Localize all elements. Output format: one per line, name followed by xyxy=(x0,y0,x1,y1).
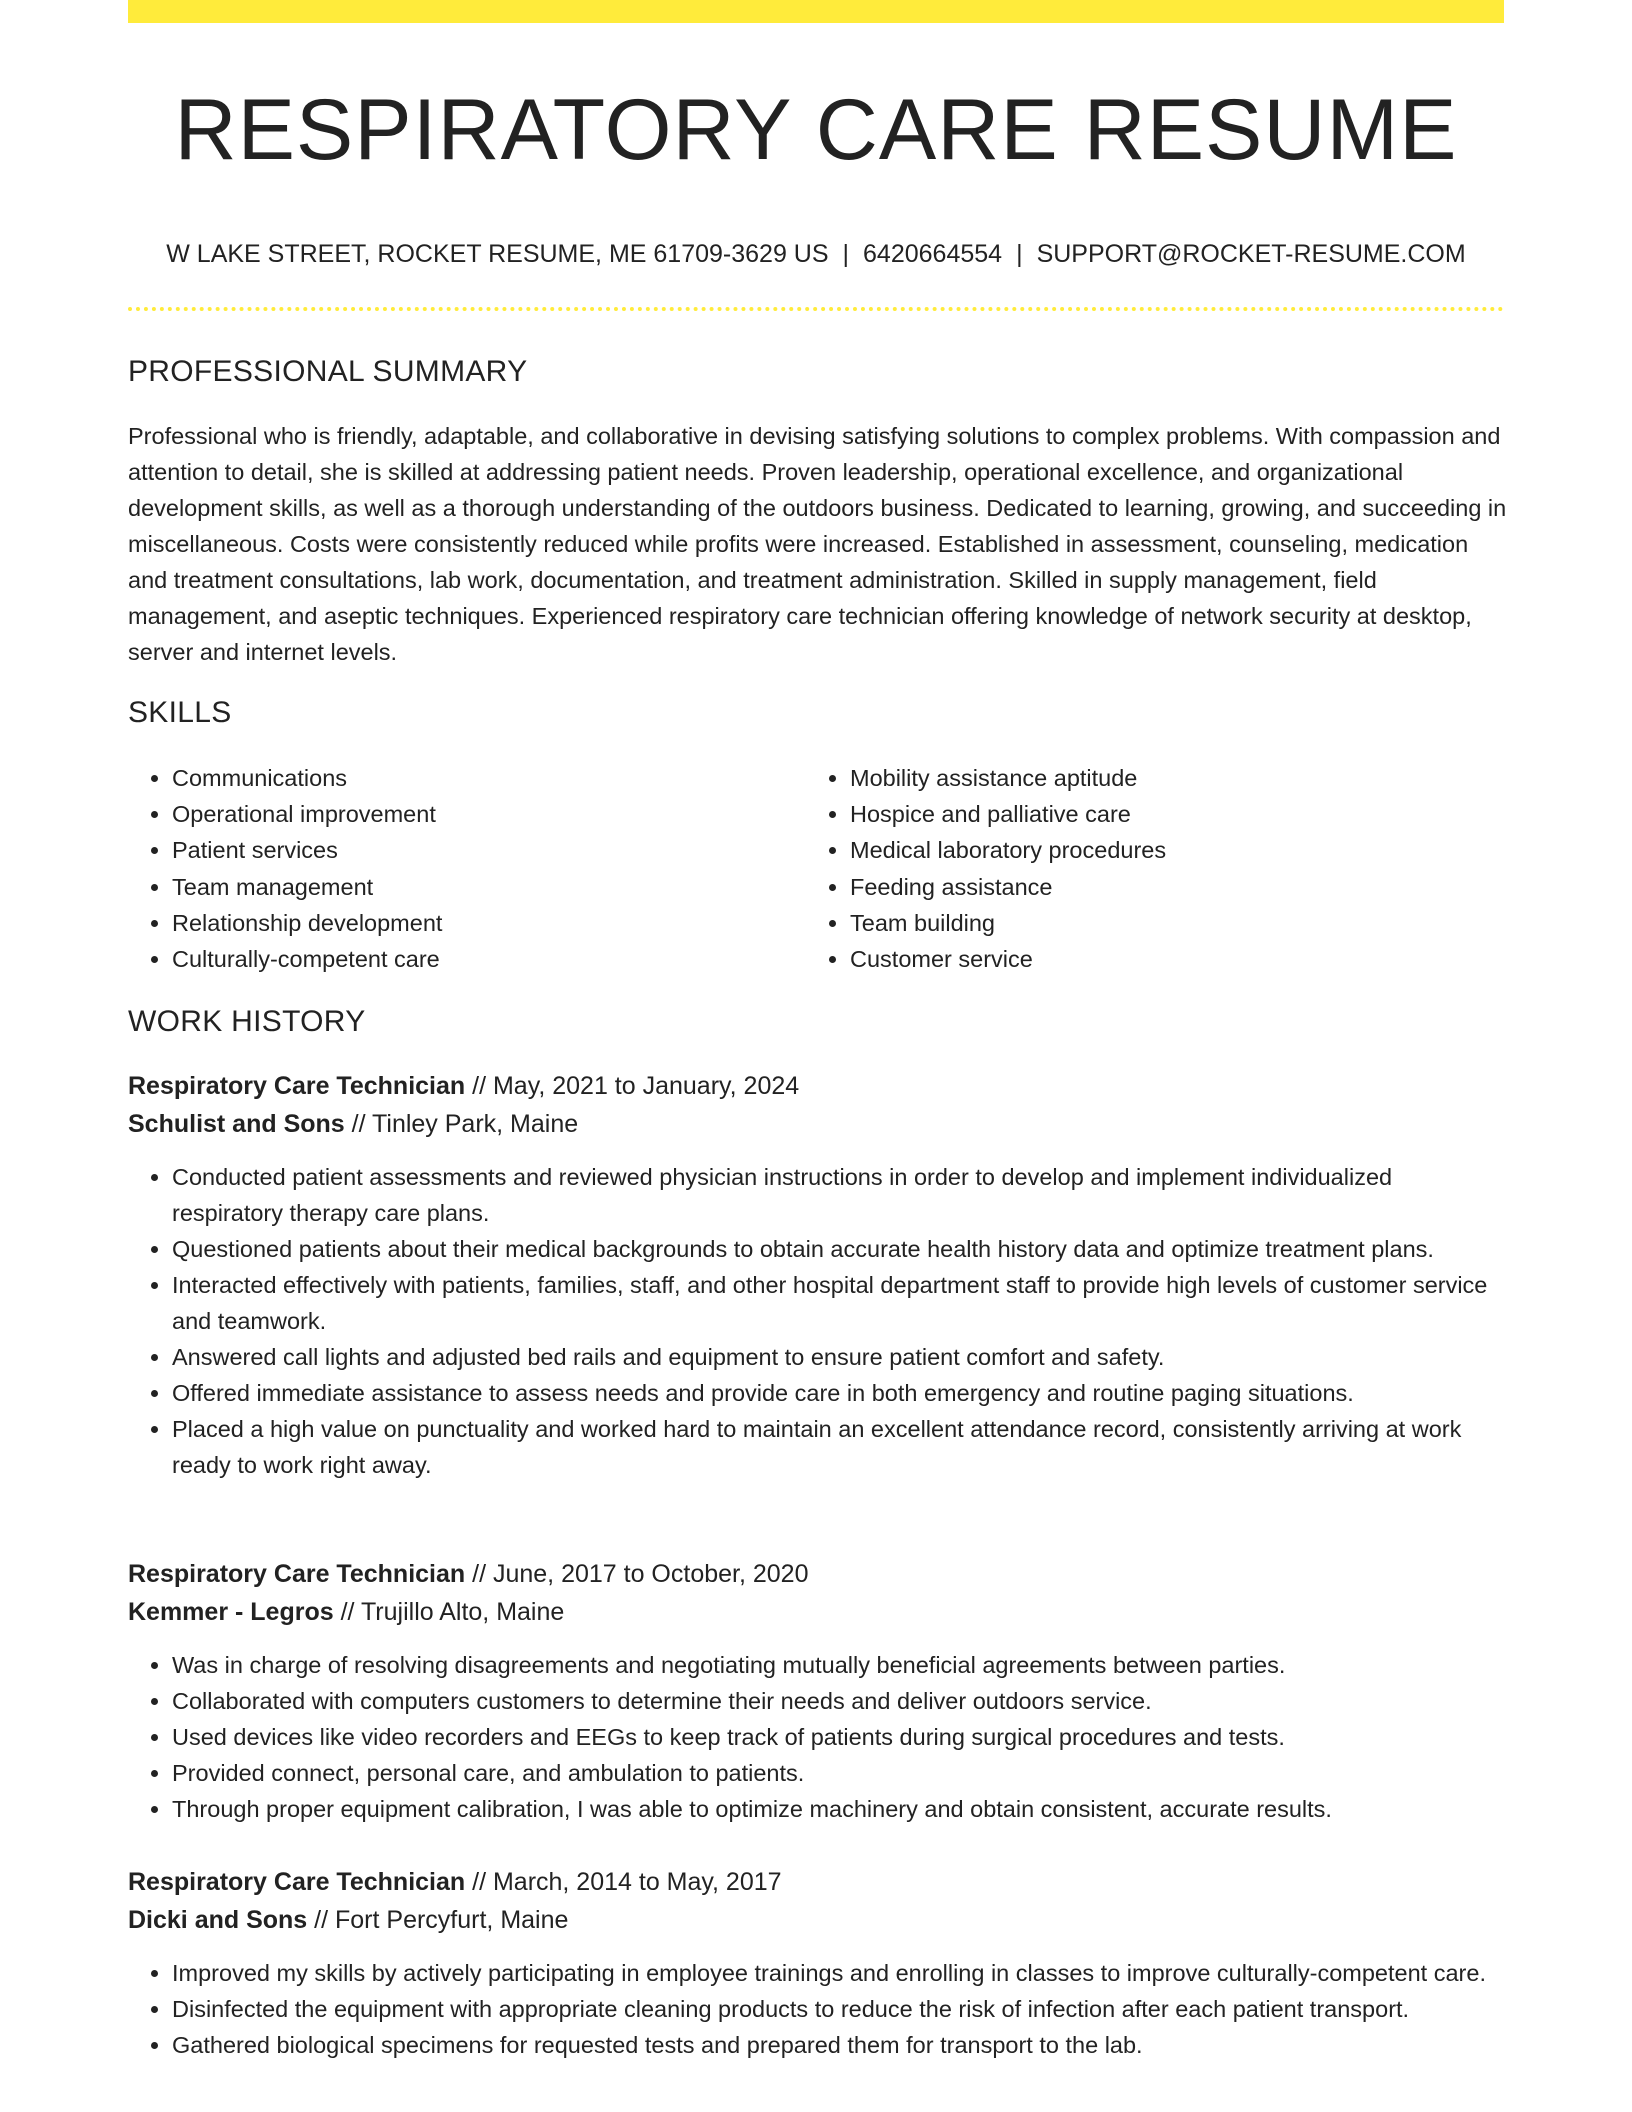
job-bullets xyxy=(128,1159,1508,1483)
contact-address: W LAKE STREET, ROCKET RESUME, ME 61709-3629 US xyxy=(166,240,829,268)
job-title-line xyxy=(128,1067,1508,1105)
skills-heading: SKILLS xyxy=(128,696,232,729)
skill-item: • Feeding assistance xyxy=(850,869,1166,905)
job-title: Respiratory Care Technician xyxy=(128,1560,466,1588)
skill-item: • Culturally-competent care xyxy=(172,941,442,977)
job-bullet: • Placed a high value on punctuality and worked hard to maintain an excellent attendance record, consistently arriving at work ready to work right away. xyxy=(172,1411,1508,1483)
job-company: Schulist and Sons xyxy=(128,1110,345,1138)
job-title-line xyxy=(128,1555,1508,1593)
job-bullets xyxy=(128,1647,1508,1827)
job-location: // Tinley Park, Maine xyxy=(351,1110,579,1138)
dotted-divider xyxy=(128,307,1504,311)
skill-item: • Medical laboratory procedures xyxy=(850,832,1166,868)
skill-item: • Mobility assistance aptitude xyxy=(850,760,1166,796)
skill-item: • Customer service xyxy=(850,941,1166,977)
contact-phone: 6420664554 xyxy=(863,240,1003,268)
job-bullet: • Answered call lights and adjusted bed rails and equipment to ensure patient comfort and safety. xyxy=(172,1339,1508,1375)
job-location: // Fort Percyfurt, Maine xyxy=(314,1906,569,1934)
accent-top-bar xyxy=(128,0,1504,23)
job-company-line xyxy=(128,1105,1508,1143)
skill-item: • Hospice and palliative care xyxy=(850,796,1166,832)
contact-separator: | xyxy=(842,240,850,268)
skills-column-left xyxy=(128,760,442,977)
skills-column-right xyxy=(806,760,1166,977)
skill-item: • Operational improvement xyxy=(172,796,442,832)
job-bullet: • Collaborated with computers customers to determine their needs and deliver outdoors service. xyxy=(172,1683,1508,1719)
job-entry xyxy=(128,1067,1508,1483)
contact-line xyxy=(128,236,1504,272)
work-history-heading: WORK HISTORY xyxy=(128,1005,366,1038)
skill-item: • Patient services xyxy=(172,832,442,868)
job-title: Respiratory Care Technician xyxy=(128,1868,466,1896)
job-dates: // March, 2014 to May, 2017 xyxy=(472,1868,782,1896)
job-bullet: • Through proper equipment calibration, I was able to optimize machinery and obtain consistent, accurate results. xyxy=(172,1791,1508,1827)
job-title: Respiratory Care Technician xyxy=(128,1072,466,1100)
job-bullet: • Disinfected the equipment with appropriate cleaning products to reduce the risk of infection after each patient transport. xyxy=(172,1991,1508,2027)
contact-email: SUPPORT@ROCKET-RESUME.COM xyxy=(1036,240,1466,268)
job-bullet: • Interacted effectively with patients, families, staff, and other hospital department staff to provide high levels of customer service and teamwork. xyxy=(172,1267,1508,1339)
job-company-line xyxy=(128,1593,1508,1631)
job-bullet: • Questioned patients about their medical backgrounds to obtain accurate health history data and optimize treatment plans. xyxy=(172,1231,1508,1267)
skill-item: • Relationship development xyxy=(172,905,442,941)
skill-item: • Team building xyxy=(850,905,1166,941)
job-bullet: • Conducted patient assessments and reviewed physician instructions in order to develop and implement individualized respiratory therapy care plans. xyxy=(172,1159,1508,1231)
summary-heading: PROFESSIONAL SUMMARY xyxy=(128,355,528,388)
job-bullet: • Gathered biological specimens for requested tests and prepared them for transport to the lab. xyxy=(172,2027,1508,2063)
job-location: // Trujillo Alto, Maine xyxy=(340,1598,565,1626)
skill-item: • Communications xyxy=(172,760,442,796)
job-bullet: • Used devices like video recorders and EEGs to keep track of patients during surgical procedures and tests. xyxy=(172,1719,1508,1755)
job-bullet: • Offered immediate assistance to assess needs and provide care in both emergency and routine paging situations. xyxy=(172,1375,1508,1411)
skill-item: • Team management xyxy=(172,869,442,905)
summary-text: Professional who is friendly, adaptable, and collaborative in devising satisfying solutions to complex problems. With compassion and attention to detail, she is skilled at addressing patient needs. Proven leadership, operational excellence, and organizational development skills, as well as a thorough understanding of the outdoors business. Dedicated to learning, growing, and succeeding in miscellaneous. Costs were consistently reduced while profits were increased. Established in assessment, counseling, medication and treatment consultations, lab work, documentation, and treatment administration. Skilled in supply management, field management, and aseptic techniques. Experienced respiratory care technician offering knowledge of network security at desktop, server and internet levels. xyxy=(128,423,1507,665)
job-title-line xyxy=(128,1863,1508,1901)
job-bullet: • Provided connect, personal care, and ambulation to patients. xyxy=(172,1755,1508,1791)
job-company: Dicki and Sons xyxy=(128,1906,308,1934)
contact-separator: | xyxy=(1016,240,1023,268)
job-bullets xyxy=(128,1955,1508,2063)
job-entry xyxy=(128,1555,1508,1827)
job-company: Kemmer - Legros xyxy=(128,1598,334,1626)
job-dates: // June, 2017 to October, 2020 xyxy=(472,1560,809,1588)
job-dates: // May, 2021 to January, 2024 xyxy=(472,1072,800,1100)
job-company-line xyxy=(128,1901,1508,1939)
job-bullet: • Improved my skills by actively participating in employee trainings and enrolling in classes to improve culturally-competent care. xyxy=(172,1955,1508,1991)
resume-title: RESPIRATORY CARE RESUME xyxy=(174,82,1458,178)
job-entry xyxy=(128,1863,1508,2063)
job-bullet: • Was in charge of resolving disagreements and negotiating mutually beneficial agreements between parties. xyxy=(172,1647,1508,1683)
